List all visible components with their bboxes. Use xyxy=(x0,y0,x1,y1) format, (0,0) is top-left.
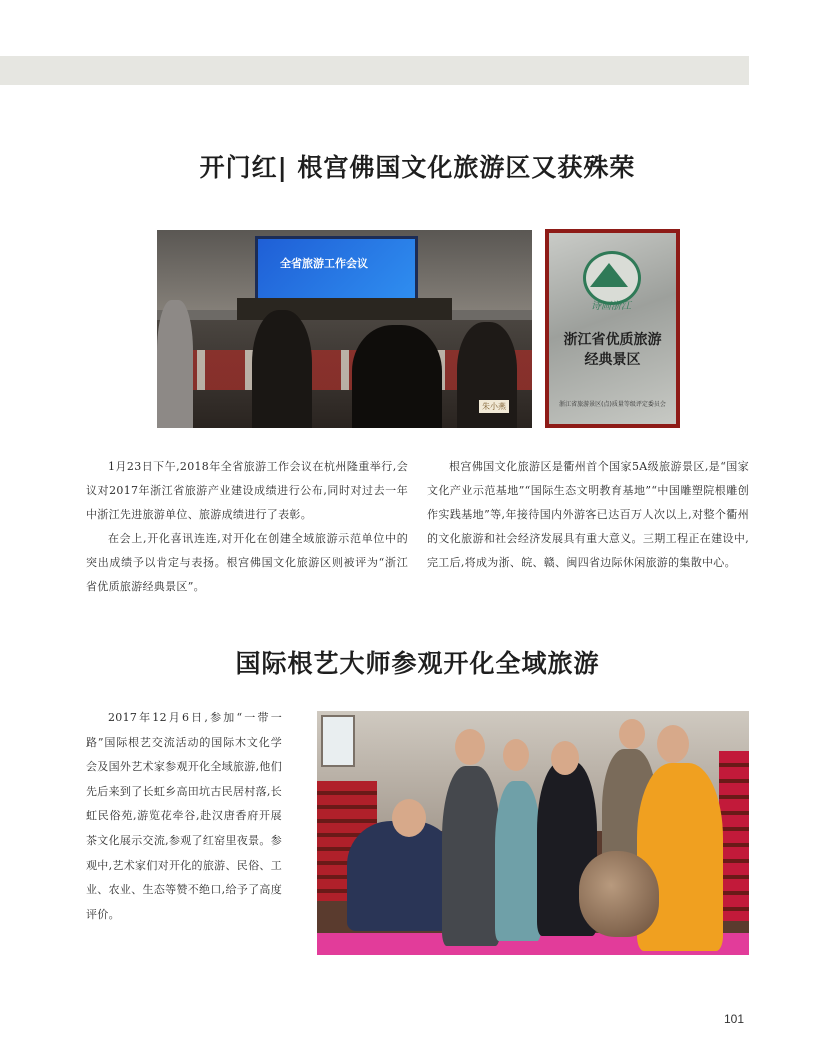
article1-paragraph-2: 在会上,开化喜讯连连,对开化在创建全域旅游示范单位中的突出成绩予以肯定与表扬。根宫佛国文化旅游区则被评为“浙江省优质旅游经典景区”。 xyxy=(86,532,408,593)
article1-paragraph-1: 1月23日下午,2018年全省旅游工作会议在杭州隆重举行,会议对2017年浙江省旅游产业建设成绩进行公布,同时对过去一年中浙江先进旅游单位、旅游成绩进行了表彰。 xyxy=(86,460,408,521)
projection-screen xyxy=(255,236,418,302)
article1-paragraph-3: 根宫佛国文化旅游区是衢州首个国家5A级旅游景区,是“国家文化产业示范基地”“国际生态文明教育基地”“中国雕塑院根雕创作实践基地”等,年接待国内外游客已达百万人次以上,对整个衢州的文化旅游和社会经济发展具有重大意义。三期工程正在建设中,完工后,将成为浙、皖、赣、闽四省边际休闲旅游的集散中心。 xyxy=(427,460,749,569)
artists-group-photo xyxy=(317,711,749,955)
header-band xyxy=(0,56,749,85)
page-number: 101 xyxy=(724,1012,745,1026)
article2-paragraph: 2017年12月6日,参加“一带一路”国际根艺交流活动的国际木文化学会及国外艺术家参观开化全域旅游,他们先后来到了长虹乡高田坑古民居村落,长虹民俗苑,游览花牵谷,赴汉唐香府开展茶文化展示交流,参观了红窑里夜景。参观中,艺术家们对开化的旅游、民俗、工业、农业、生态等赞不绝口,给予了高度评价。 xyxy=(86,711,282,921)
plaque-title-line-1: 浙江省优质旅游 xyxy=(563,332,662,348)
plaque-title-line-2: 经典景区 xyxy=(584,352,641,368)
meeting-photo xyxy=(157,230,532,428)
plaque-script: 诗画浙江 xyxy=(591,301,631,312)
award-plaque-photo xyxy=(545,229,680,428)
article-title-1: 开门红| 根宫佛国文化旅游区又获殊荣 xyxy=(199,153,636,182)
root-carving xyxy=(579,851,659,937)
nameplate: 朱小燕 xyxy=(479,400,509,413)
plaque-footer: 浙江省旅游景区(点)质量等级评定委员会 xyxy=(559,401,666,408)
screen-text: 全省旅游工作会议 xyxy=(280,257,368,270)
article-title-2: 国际根艺大师参观开化全域旅游 xyxy=(235,649,600,678)
